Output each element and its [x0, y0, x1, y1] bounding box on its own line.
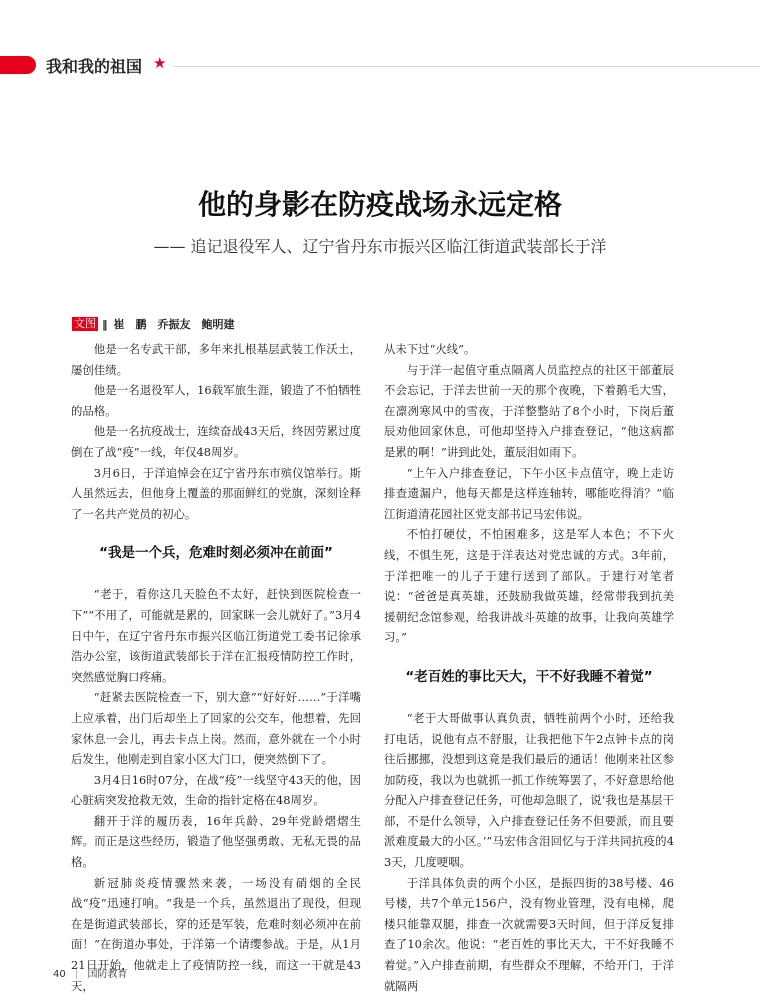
article-title: 他的身影在防疫战场永远定格 — [197, 188, 562, 221]
byline-tag: 文图 — [74, 317, 96, 330]
paragraph: 于洋具体负责的两个小区，是振四街的38号楼、46号楼，共7个单元156户，没有物业管理，没有电梯，爬楼只能靠双腿，排查一次就需要3天时间，但于洋反复排查了10余次。他说：“老百姓的事比天大，干不好我睡不着觉。”入户排查前期，有些群众不理解，不给开门，于洋就隔两 — [384, 875, 674, 993]
paragraph: 与于洋一起值守重点隔离人员监控点的社区干部董辰不会忘记，于洋去世前一天的那个夜晚，下着鹅毛大雪，在凛冽寒风中的雪夜，于洋整整站了8个小时，下岗后董辰劝他回家休息，可他却坚持入户排查登记，“他这病都是累的啊！”讲到此处，董辰泪如雨下。 — [384, 362, 674, 459]
footer-separator: | — [74, 969, 79, 980]
paragraph: 他是一名退役军人，16载军旅生涯，锻造了不怕牺牲的品格。 — [71, 383, 361, 418]
byline-authors: 崔 鹏 乔振友 鲍明建 — [113, 318, 235, 331]
article-subtitle: —— 追记退役军人、辽宁省丹东市振兴区临江街道武装部长于洋 — [153, 237, 607, 256]
section-divider — [174, 66, 760, 67]
left-column — [71, 339, 361, 996]
magazine-name: 国防教育 — [87, 969, 128, 980]
paragraph: 3月6日，于洋追悼会在辽宁省丹东市殡仪馆举行。斯人虽然远去，但他身上覆盖的那面鲜红的党旗，深刻诠释了一名共产党员的初心。 — [71, 465, 361, 521]
paragraph: 不怕打硬仗，不怕困难多，这是军人本色；不下火线，不惧生死，这是于洋表达对党忠诚的方式。3年前，于洋把唯一的儿子于建行送到了部队。于建行对笔者说：“爸爸是真英雄，还鼓励我做英雄，经常带我到抗美援朝纪念馆参观，给我讲战斗英雄的故事，让我向英雄学习。” — [384, 527, 674, 645]
paragraph: 翻开于洋的履历表，16年兵龄、29年党龄熠熠生辉。而正是这些经历，锻造了他坚强勇敢、无私无畏的品格。 — [71, 813, 361, 870]
paragraph: 他是一名抗疫战士，连续奋战43天后，终因劳累过度倒在了战“疫”一线，年仅48周岁。 — [71, 424, 361, 459]
right-column — [384, 339, 674, 996]
paragraph: 他是一名专武干部，多年来扎根基层武装工作沃土，屡创佳绩。 — [71, 342, 361, 377]
paragraph: “老于大哥做事认真负责，牺牲前两个小时，还给我打电话，说他有点不舒服，让我把他下午2点钟卡点的岗往后挪挪，没想到这竟是我们最后的通话！他刚来社区参加防疫，我以为也就抓一抓工作统筹罢了，不好意思给他分配入户排查登记任务，可他却急眼了，说‘我也是基层干部，不是什么领导，入户排查登记任务不但要派，而且要派难度最大的小区。’”马宏伟含泪回忆与于洋共同抗疫的43天，几度哽咽。 — [384, 710, 674, 870]
star-icon: ★ — [153, 54, 167, 72]
page-footer — [53, 965, 127, 980]
page-number: 40 — [53, 969, 66, 980]
section-marker-bar — [0, 56, 36, 74]
paragraph: “上午入户排查登记，下午小区卡点值守，晚上走访排查遗漏户，他每天都是这样连轴转，哪能吃得消？”临江街道清花园社区党支部书记马宏伟说。 — [384, 465, 674, 521]
paragraph: 3月4日16时07分，在战“疫”一线坚守43天的他，因心脏病突发抢救无效，生命的指针定格在48周岁。 — [71, 772, 361, 808]
section-heading: “我是一个兵，危难时刻必须冲在前面” — [99, 545, 333, 562]
paragraph: “赶紧去医院检查一下，别大意”“好好好……”于洋嘴上应承着，出门后却坐上了回家的公交车，他想着，先回家休息一会儿，再去卡点上岗。然而，意外就在一个小时后发生，他刚走到自家小区大门口，便突然倒下了。 — [71, 690, 361, 767]
paragraph: 新冠肺炎疫情骤然来袭，一场没有硝烟的全民战“疫”迅速打响。“我是一个兵，虽然退出了现役，但现在是街道武装部长，穿的还是军装，危难时刻必须冲在前面！”在街道办事处，于洋第一个请缨参战。于是，从1月21日开始，他就走上了疫情防控一线，而这一干就是43天， — [71, 875, 361, 993]
byline-separator: ‖ — [102, 317, 108, 331]
paragraph: 从未下过“火线”。 — [384, 342, 476, 356]
byline — [72, 316, 235, 332]
paragraph: “老于，看你这几天脸色不太好，赶快到医院检查一下”“不用了，可能就是累的，回家眯一会儿就好了。”3月4日中午，在辽宁省丹东市振兴区临江街道党工委书记徐承浩办公室，该街道武装部长于洋在汇报疫情防控工作时，突然感觉胸口疼痛。 — [71, 587, 361, 684]
section-title: 我和我的祖国 — [46, 57, 143, 76]
section-heading: “老百姓的事比天大，干不好我睡不着觉” — [405, 668, 653, 685]
